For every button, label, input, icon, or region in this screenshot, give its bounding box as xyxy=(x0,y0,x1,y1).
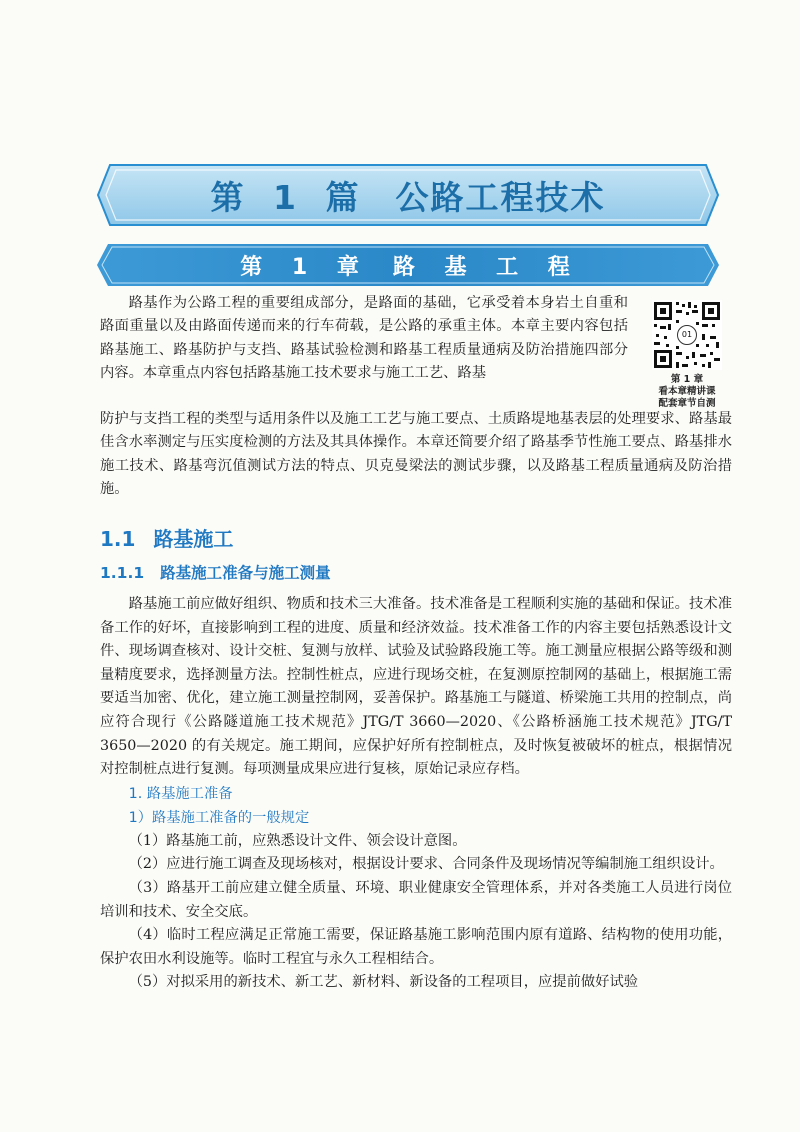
part-banner xyxy=(96,163,720,227)
qr-block[interactable] xyxy=(644,300,730,410)
section-heading-1-1-1 xyxy=(100,561,331,583)
section-heading-1-1 xyxy=(100,523,233,552)
qr-caption-line1: 第 1 章 xyxy=(670,374,704,385)
list-item: （3）路基开工前应建立健全质量、环境、职业健康安全管理体系，并对各类施工人员进行岗位培训和技术、安全交底。 xyxy=(100,879,732,920)
qr-caption-line2: 看本章精讲课 xyxy=(658,386,716,397)
chapter-intro: 路基作为公路工程的重要组成部分，是路面的基础，它承受着本身岩土自重和路面重量以及由路面传递而来的行车荷载，是公路的承重主体。本章主要内容包括路基施工、路基防护与支挡、路基试验检测和路基工程质量通病及防治措施四部分内容。本章重点内容包括路基施工技术要求与施工工艺、路基 xyxy=(100,295,628,381)
heading-level-3: 1. 路基施工准备 xyxy=(128,785,233,802)
list-item: （5）对拟采用的新技术、新工艺、新材料、新设备的工程项目，应提前做好试验 xyxy=(128,974,639,991)
qr-caption xyxy=(644,374,730,410)
list-item: （1）路基施工前，应熟悉设计文件、领会设计意图。 xyxy=(128,832,467,849)
body-text xyxy=(100,593,732,995)
section-title: 路基施工 xyxy=(153,527,234,551)
chapter-title: 第 1 章 路 基 工 程 xyxy=(240,254,576,280)
heading-level-4: 1）路基施工准备的一般规定 xyxy=(128,809,310,826)
list-item: （2）应进行施工调查及现场核对，根据设计要求、合同条件及现场情况等编制施工组织设计。 xyxy=(128,856,724,873)
qr-badge: 01 xyxy=(677,325,697,345)
qr-code-icon[interactable] xyxy=(652,300,722,370)
chapter-intro-continued: 防护与支挡工程的类型与适用条件以及施工工艺与施工要点、土质路堤地基表层的处理要求、路基最佳含水率测定与压实度检测的方法及其具体操作。本章还简要介绍了路基季节性施工要点、路基排水施工技术、路基弯沉值测试方法的特点、贝克曼梁法的测试步骤，以及路基工程质量通病及防治措施。 xyxy=(100,411,732,497)
subsection-title: 路基施工准备与施工测量 xyxy=(160,564,331,582)
qr-caption-line3: 配套章节自测 xyxy=(658,398,716,409)
chapter-banner xyxy=(96,243,720,287)
list-item: （4）临时工程应满足正常施工需要，保证路基施工影响范围内原有道路、结构物的使用功能，保护农田水利设施等。临时工程宜与永久工程相结合。 xyxy=(100,927,732,967)
paragraph: 路基施工前应做好组织、物质和技术三大准备。技术准备是工程顺利实施的基础和保证。技术准备工作的好坏，直接影响到工程的进度、质量和经济效益。技术准备工作的内容主要包括熟悉设计文件、现场调查核对、设计交桩、复测与放样、试验及试验路段施工等。施工测量应根据公路等级和测量精度要求，选择测量方法。控制性桩点，应进行现场交桩，在复测原控制网的基础上，根据施工需要适当加密、优化，建立施工测量控制网，妥善保护。路基施工与隧道、桥梁施工共用的控制点，尚应符合现行《公路隧道施工技术规范》JTG/T 3660—2020、《公路桥涵施工技术规范》JTG/T 3650—2020 的有关规定。施工期间，应保护好所有控制桩点，及时恢复被破坏的桩点，根据情况对控制桩点进行复测。每项测量成果应进行复核，原始记录应存档。 xyxy=(100,596,732,778)
part-title: 第 1 篇 公路工程技术 xyxy=(210,177,606,217)
section-number: 1.1 xyxy=(100,527,136,551)
subsection-number: 1.1.1 xyxy=(100,564,145,582)
